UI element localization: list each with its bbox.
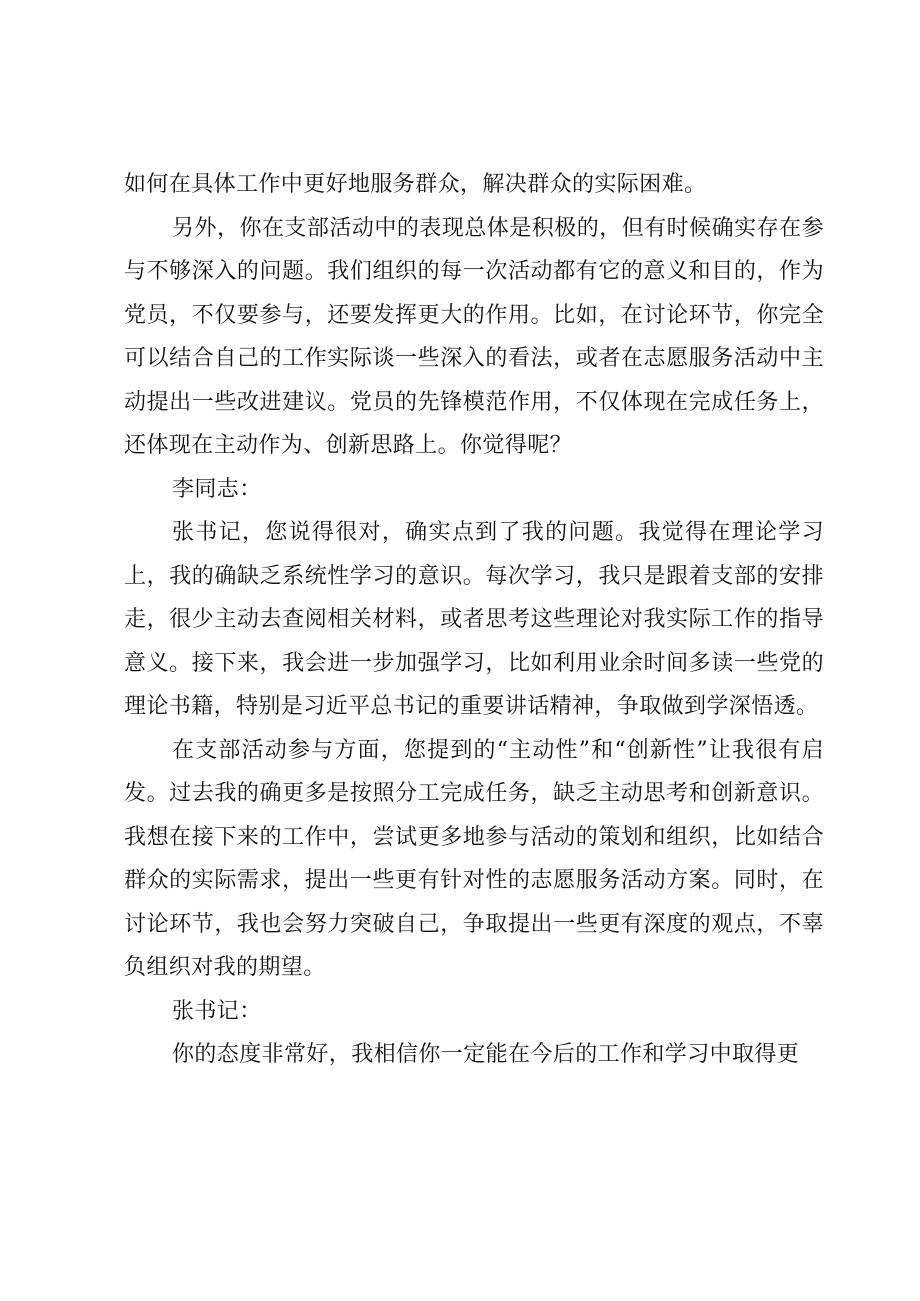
document-body: [124, 163, 824, 1077]
paragraph-li-response-study: 张书记，您说得很对，确实点到了我的问题。我觉得在理论学习上，我的确缺乏系统性学习的意识。每次学习，我只是跟着支部的安排走，很少主动去查阅相关材料，或者思考这些理论对我实际工作的指导意义。接下来，我会进一步加强学习，比如利用业余时间多读一些党的理论书籍，特别是习近平总书记的重要讲话精神，争取做到学深悟透。: [124, 520, 824, 719]
speaker-label-zhang: 张书记：: [172, 998, 262, 1024]
paragraph-li-response-activity: 在支部活动参与方面，您提到的“主动性”和“创新性”让我很有启发。过去我的确更多是按照分工完成任务，缺乏主动思考和创新意识。我想在接下来的工作中，尝试更多地参与活动的策划和组织，比如结合群众的实际需求，提出一些更有针对性的志愿服务活动方案。同时，在讨论环节，我也会努力突破自己，争取提出一些更有深度的观点，不辜负组织对我的期望。: [124, 737, 824, 980]
paragraph-continuation: 如何在具体工作中更好地服务群众，解决群众的实际困难。: [124, 172, 707, 197]
speaker-label-li: 李同志：: [172, 476, 262, 502]
paragraph-zhang-closing: 你的态度非常好，我相信你一定能在今后的工作和学习中取得更: [172, 1042, 800, 1067]
paragraph-zhang-feedback: 另外，你在支部活动中的表现总体是积极的，但有时候确实存在参与不够深入的问题。我们组织的每一次活动都有它的意义和目的，作为党员，不仅要参与，还要发挥更大的作用。比如，在讨论环节，你完全可以结合自己的工作实际谈一些深入的看法，或者在志愿服务活动中主动提出一些改进建议。党员的先锋模范作用，不仅体现在完成任务上，还体现在主动作为、创新思路上。你觉得呢？: [124, 215, 824, 458]
